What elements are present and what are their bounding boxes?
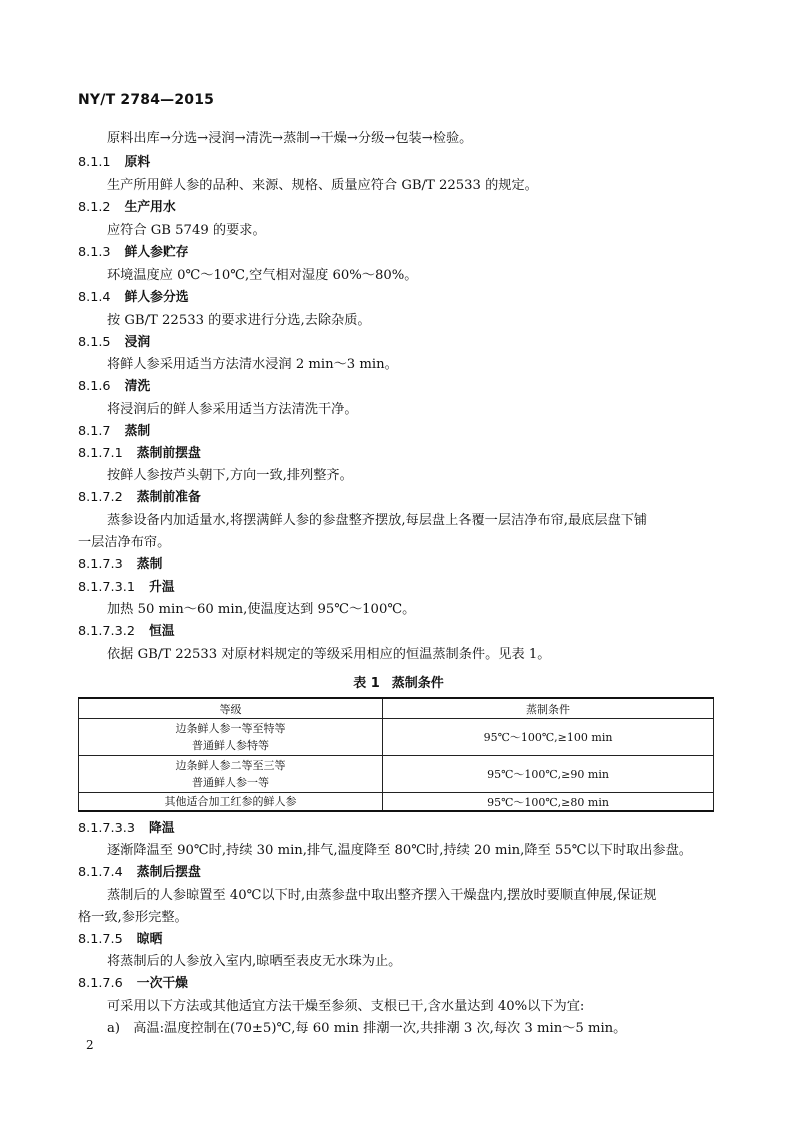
section-title: 原料 <box>124 155 151 170</box>
section-title: 蒸制前摆盘 <box>136 446 201 461</box>
process-flow: 原料出库→分选→浸润→清洗→蒸制→干燥→分级→包装→检验。 <box>107 131 473 146</box>
section-title: 蒸制 <box>136 557 163 572</box>
section-title: 降温 <box>148 821 175 836</box>
section-title: 蒸制后摆盘 <box>136 865 201 880</box>
section-number: 8.1.5 <box>78 335 111 350</box>
section-heading <box>78 489 201 507</box>
section-heading <box>78 931 162 949</box>
section-heading <box>78 378 150 396</box>
section-heading <box>78 820 175 838</box>
column-header-condition: 蒸制条件 <box>383 698 714 719</box>
section-body: 蒸参设备内加适量水,将摆满鲜人参的参盘整齐摆放,每层盘上各覆一层洁净布帘,最底层盘下铺 <box>107 513 648 528</box>
section-body: 将鲜人参采用适当方法清水浸润 2 min～3 min。 <box>107 357 398 372</box>
section-heading <box>78 289 189 307</box>
section-body: 环境温度应 0℃～10℃,空气相对湿度 60%～80%。 <box>107 268 418 283</box>
section-heading <box>78 556 162 574</box>
section-body: 蒸制后的人参晾置至 40℃以下时,由蒸参盘中取出整齐摆入干燥盘内,摆放时要顺直伸展,保证规 <box>107 888 657 903</box>
section-title: 升温 <box>148 580 175 595</box>
section-title: 蒸制 <box>124 424 151 439</box>
section-heading <box>78 199 176 217</box>
steaming-conditions-table <box>78 697 714 812</box>
grade-cell <box>79 756 383 793</box>
section-number: 8.1.3 <box>78 245 111 260</box>
section-number: 8.1.7.6 <box>78 976 123 991</box>
section-body: 按鲜人参按芦头朝下,方向一致,排列整齐。 <box>107 468 353 483</box>
list-item: a) 高温:温度控制在(70±5)℃,每 60 min 排潮一次,共排潮 3 次,每次 3 min～5 min。 <box>107 1021 627 1036</box>
section-body: 加热 50 min～60 min,使温度达到 95℃～100℃。 <box>107 602 416 617</box>
section-body: 逐渐降温至 90℃时,持续 30 min,排气,温度降至 80℃时,持续 20 min,降至 55℃以下时取出参盘。 <box>107 843 692 858</box>
condition-cell: 95℃～100℃,≥80 min <box>383 793 714 812</box>
section-heading <box>78 244 189 262</box>
section-heading <box>78 623 175 641</box>
grade-line: 普通鲜人参特等 <box>192 739 269 752</box>
section-title: 浸润 <box>124 335 151 350</box>
table-caption <box>0 672 797 691</box>
table-row <box>79 793 714 812</box>
section-body: 依据 GB/T 22533 对原材料规定的等级采用相应的恒温蒸制条件。见表 1。 <box>107 647 551 662</box>
section-number: 8.1.7.1 <box>78 446 123 461</box>
section-number: 8.1.7.3 <box>78 557 123 572</box>
section-number: 8.1.7.5 <box>78 932 123 947</box>
section-number: 8.1.2 <box>78 200 111 215</box>
table-title: 蒸制条件 <box>391 676 444 691</box>
section-body: 可采用以下方法或其他适宜方法干燥至参须、支根已干,含水量达到 40%以下为宜: <box>107 999 585 1014</box>
section-body-continued: 一层洁净布帘。 <box>78 535 171 550</box>
section-heading <box>78 423 150 441</box>
section-number: 8.1.6 <box>78 379 111 394</box>
section-number: 8.1.4 <box>78 290 111 305</box>
condition-cell: 95℃～100℃,≥100 min <box>383 719 714 756</box>
section-body: 将浸润后的鲜人参采用适当方法清洗干净。 <box>107 402 358 417</box>
grade-cell <box>79 719 383 756</box>
section-number: 8.1.7.4 <box>78 865 123 880</box>
section-body-continued: 格一致,参形完整。 <box>78 910 188 925</box>
grade-line: 边条鲜人参一等至特等 <box>175 722 286 735</box>
grade-cell <box>79 793 383 812</box>
grade-line: 其他适合加工红参的鲜人参 <box>164 795 297 808</box>
section-number: 8.1.1 <box>78 155 111 170</box>
section-title: 蒸制前准备 <box>136 490 201 505</box>
grade-line: 普通鲜人参一等 <box>192 776 269 789</box>
section-number: 8.1.7.3.2 <box>78 624 135 639</box>
section-title: 晾晒 <box>136 932 163 947</box>
section-heading <box>78 975 188 993</box>
section-number: 8.1.7.3.1 <box>78 580 135 595</box>
section-heading <box>78 445 201 463</box>
section-number: 8.1.7.3.3 <box>78 821 135 836</box>
section-heading <box>78 864 201 882</box>
section-body: 将蒸制后的人参放入室内,晾晒至表皮无水珠为止。 <box>107 954 402 969</box>
section-title: 生产用水 <box>124 200 176 215</box>
section-heading <box>78 154 150 172</box>
section-title: 恒温 <box>148 624 175 639</box>
section-title: 鲜人参分选 <box>124 290 189 305</box>
table-row <box>79 756 714 793</box>
grade-line: 边条鲜人参二等至三等 <box>175 759 286 772</box>
section-title: 一次干燥 <box>136 976 188 991</box>
section-title: 清洗 <box>124 379 151 394</box>
section-heading <box>78 334 150 352</box>
table-number: 表 1 <box>353 676 380 691</box>
section-body: 生产所用鲜人参的品种、来源、规格、质量应符合 GB/T 22533 的规定。 <box>107 178 538 193</box>
section-body: 按 GB/T 22533 的要求进行分选,去除杂质。 <box>107 313 371 328</box>
section-heading <box>78 579 175 597</box>
section-title: 鲜人参贮存 <box>124 245 189 260</box>
condition-cell: 95℃～100℃,≥90 min <box>383 756 714 793</box>
table-header-row <box>79 698 714 719</box>
standard-code: NY/T 2784—2015 <box>78 92 215 108</box>
column-header-grade: 等级 <box>79 698 383 719</box>
section-body: 应符合 GB 5749 的要求。 <box>107 223 266 238</box>
page-number: 2 <box>86 1038 94 1052</box>
section-number: 8.1.7.2 <box>78 490 123 505</box>
section-number: 8.1.7 <box>78 424 111 439</box>
table-row <box>79 719 714 756</box>
